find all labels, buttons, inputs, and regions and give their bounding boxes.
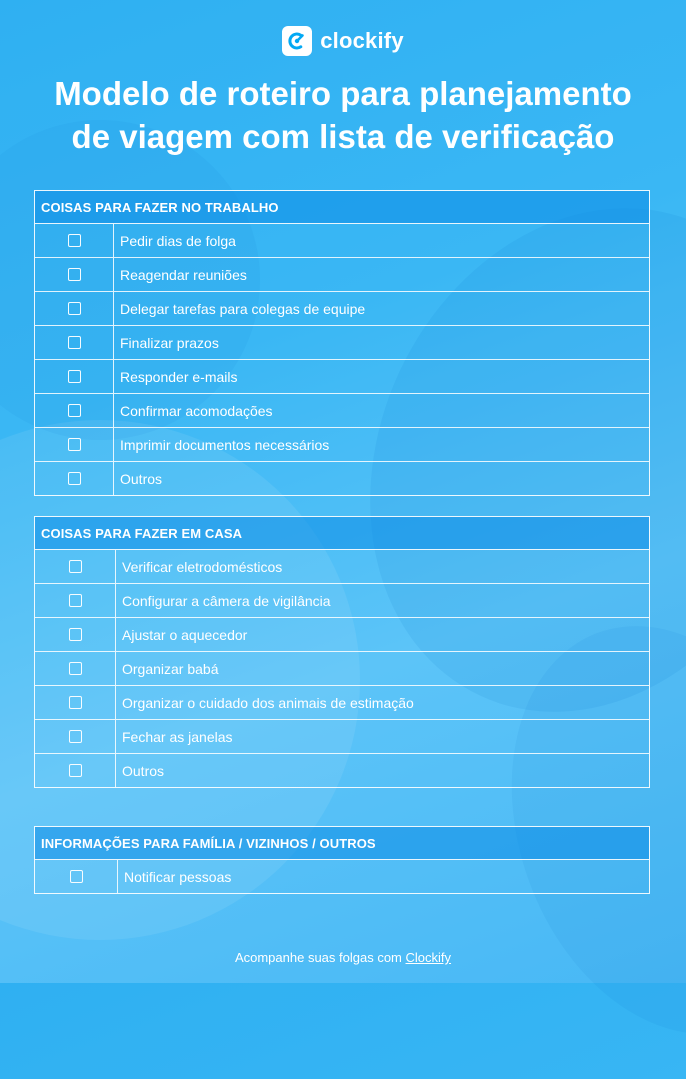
brand-header <box>0 26 686 56</box>
checklist-section-family <box>34 826 650 894</box>
checkbox-cell <box>35 428 114 461</box>
checklist-row <box>35 360 649 394</box>
checkbox[interactable] <box>68 302 81 315</box>
checkbox[interactable] <box>69 764 82 777</box>
checkbox-cell <box>35 754 116 787</box>
checkbox[interactable] <box>68 370 81 383</box>
checklist-row <box>35 860 649 893</box>
checklist-row <box>35 428 649 462</box>
page-title-line-1: Modelo de roteiro para planejamento <box>54 75 632 112</box>
checklist-row <box>35 550 649 584</box>
checkbox[interactable] <box>69 560 82 573</box>
checklist-row <box>35 686 649 720</box>
section-header: COISAS PARA FAZER EM CASA <box>35 517 649 550</box>
checklist-row <box>35 618 649 652</box>
checklist-row <box>35 754 649 787</box>
checklist-item-label: Delegar tarefas para colegas de equipe <box>120 300 366 317</box>
checklist-item-label: Confirmar acomodações <box>120 402 273 419</box>
checkbox[interactable] <box>69 662 82 675</box>
checkbox[interactable] <box>69 730 82 743</box>
checkbox[interactable] <box>68 438 81 451</box>
footer <box>0 950 686 965</box>
checklist-item-label: Fechar as janelas <box>122 728 233 745</box>
checkbox-cell <box>35 292 114 325</box>
checkbox-cell <box>35 258 114 291</box>
clockify-link[interactable]: Clockify <box>405 950 452 965</box>
checkbox-cell <box>35 394 114 427</box>
checklist-row <box>35 224 649 258</box>
checklist-row <box>35 258 649 292</box>
checklist-row <box>35 292 649 326</box>
checkbox[interactable] <box>70 870 83 883</box>
checkbox-cell <box>35 224 114 257</box>
checklist-row <box>35 394 649 428</box>
checklist-item-label: Notificar pessoas <box>124 868 232 885</box>
checklist-item-label: Reagendar reuniões <box>120 266 247 283</box>
checkbox-cell <box>35 550 116 583</box>
checklist-item-label: Outros <box>120 470 163 487</box>
section-header: COISAS PARA FAZER NO TRABALHO <box>35 191 649 224</box>
checkbox[interactable] <box>68 234 81 247</box>
checkbox-cell <box>35 326 114 359</box>
checkbox[interactable] <box>69 696 82 709</box>
checklist-item-label: Pedir dias de folga <box>120 232 236 249</box>
checklist-section-work <box>34 190 650 496</box>
checklist-item-label: Responder e-mails <box>120 368 238 385</box>
checklist-item-label: Ajustar o aquecedor <box>122 626 248 643</box>
checklist-row <box>35 584 649 618</box>
checkbox[interactable] <box>68 472 81 485</box>
checklist-item-label: Organizar babá <box>122 660 219 677</box>
clockify-logo-icon <box>282 26 312 56</box>
checklist-item-label: Imprimir documentos necessários <box>120 436 330 453</box>
checklist-item-label: Finalizar prazos <box>120 334 219 351</box>
checkbox-cell <box>35 652 116 685</box>
checklist-row <box>35 720 649 754</box>
page-title-line-2: de viagem com lista de verificação <box>71 118 615 155</box>
checklist-section-home <box>34 516 650 788</box>
checklist-row <box>35 652 649 686</box>
checkbox-cell <box>35 462 114 495</box>
page-title <box>0 72 686 158</box>
checklist-item-label: Configurar a câmera de vigilância <box>122 592 331 609</box>
checklist-item-label: Organizar o cuidado dos animais de estimação <box>122 694 414 711</box>
brand-name: clockify <box>320 28 404 53</box>
checklist-item-label: Outros <box>122 762 165 779</box>
checkbox-cell <box>35 686 116 719</box>
checkbox-cell <box>35 720 116 753</box>
checklist-row <box>35 326 649 360</box>
section-header: INFORMAÇÕES PARA FAMÍLIA / VIZINHOS / OUTROS <box>35 827 649 860</box>
checklist-row <box>35 462 649 495</box>
checkbox[interactable] <box>69 594 82 607</box>
footer-text: Acompanhe suas folgas com <box>234 950 402 965</box>
checkbox[interactable] <box>68 404 81 417</box>
checkbox-cell <box>35 360 114 393</box>
checkbox-cell <box>35 618 116 651</box>
checkbox[interactable] <box>68 268 81 281</box>
checkbox-cell <box>35 860 118 893</box>
checkbox-cell <box>35 584 116 617</box>
checkbox[interactable] <box>69 628 82 641</box>
checkbox[interactable] <box>68 336 81 349</box>
checklist-item-label: Verificar eletrodomésticos <box>122 558 283 575</box>
